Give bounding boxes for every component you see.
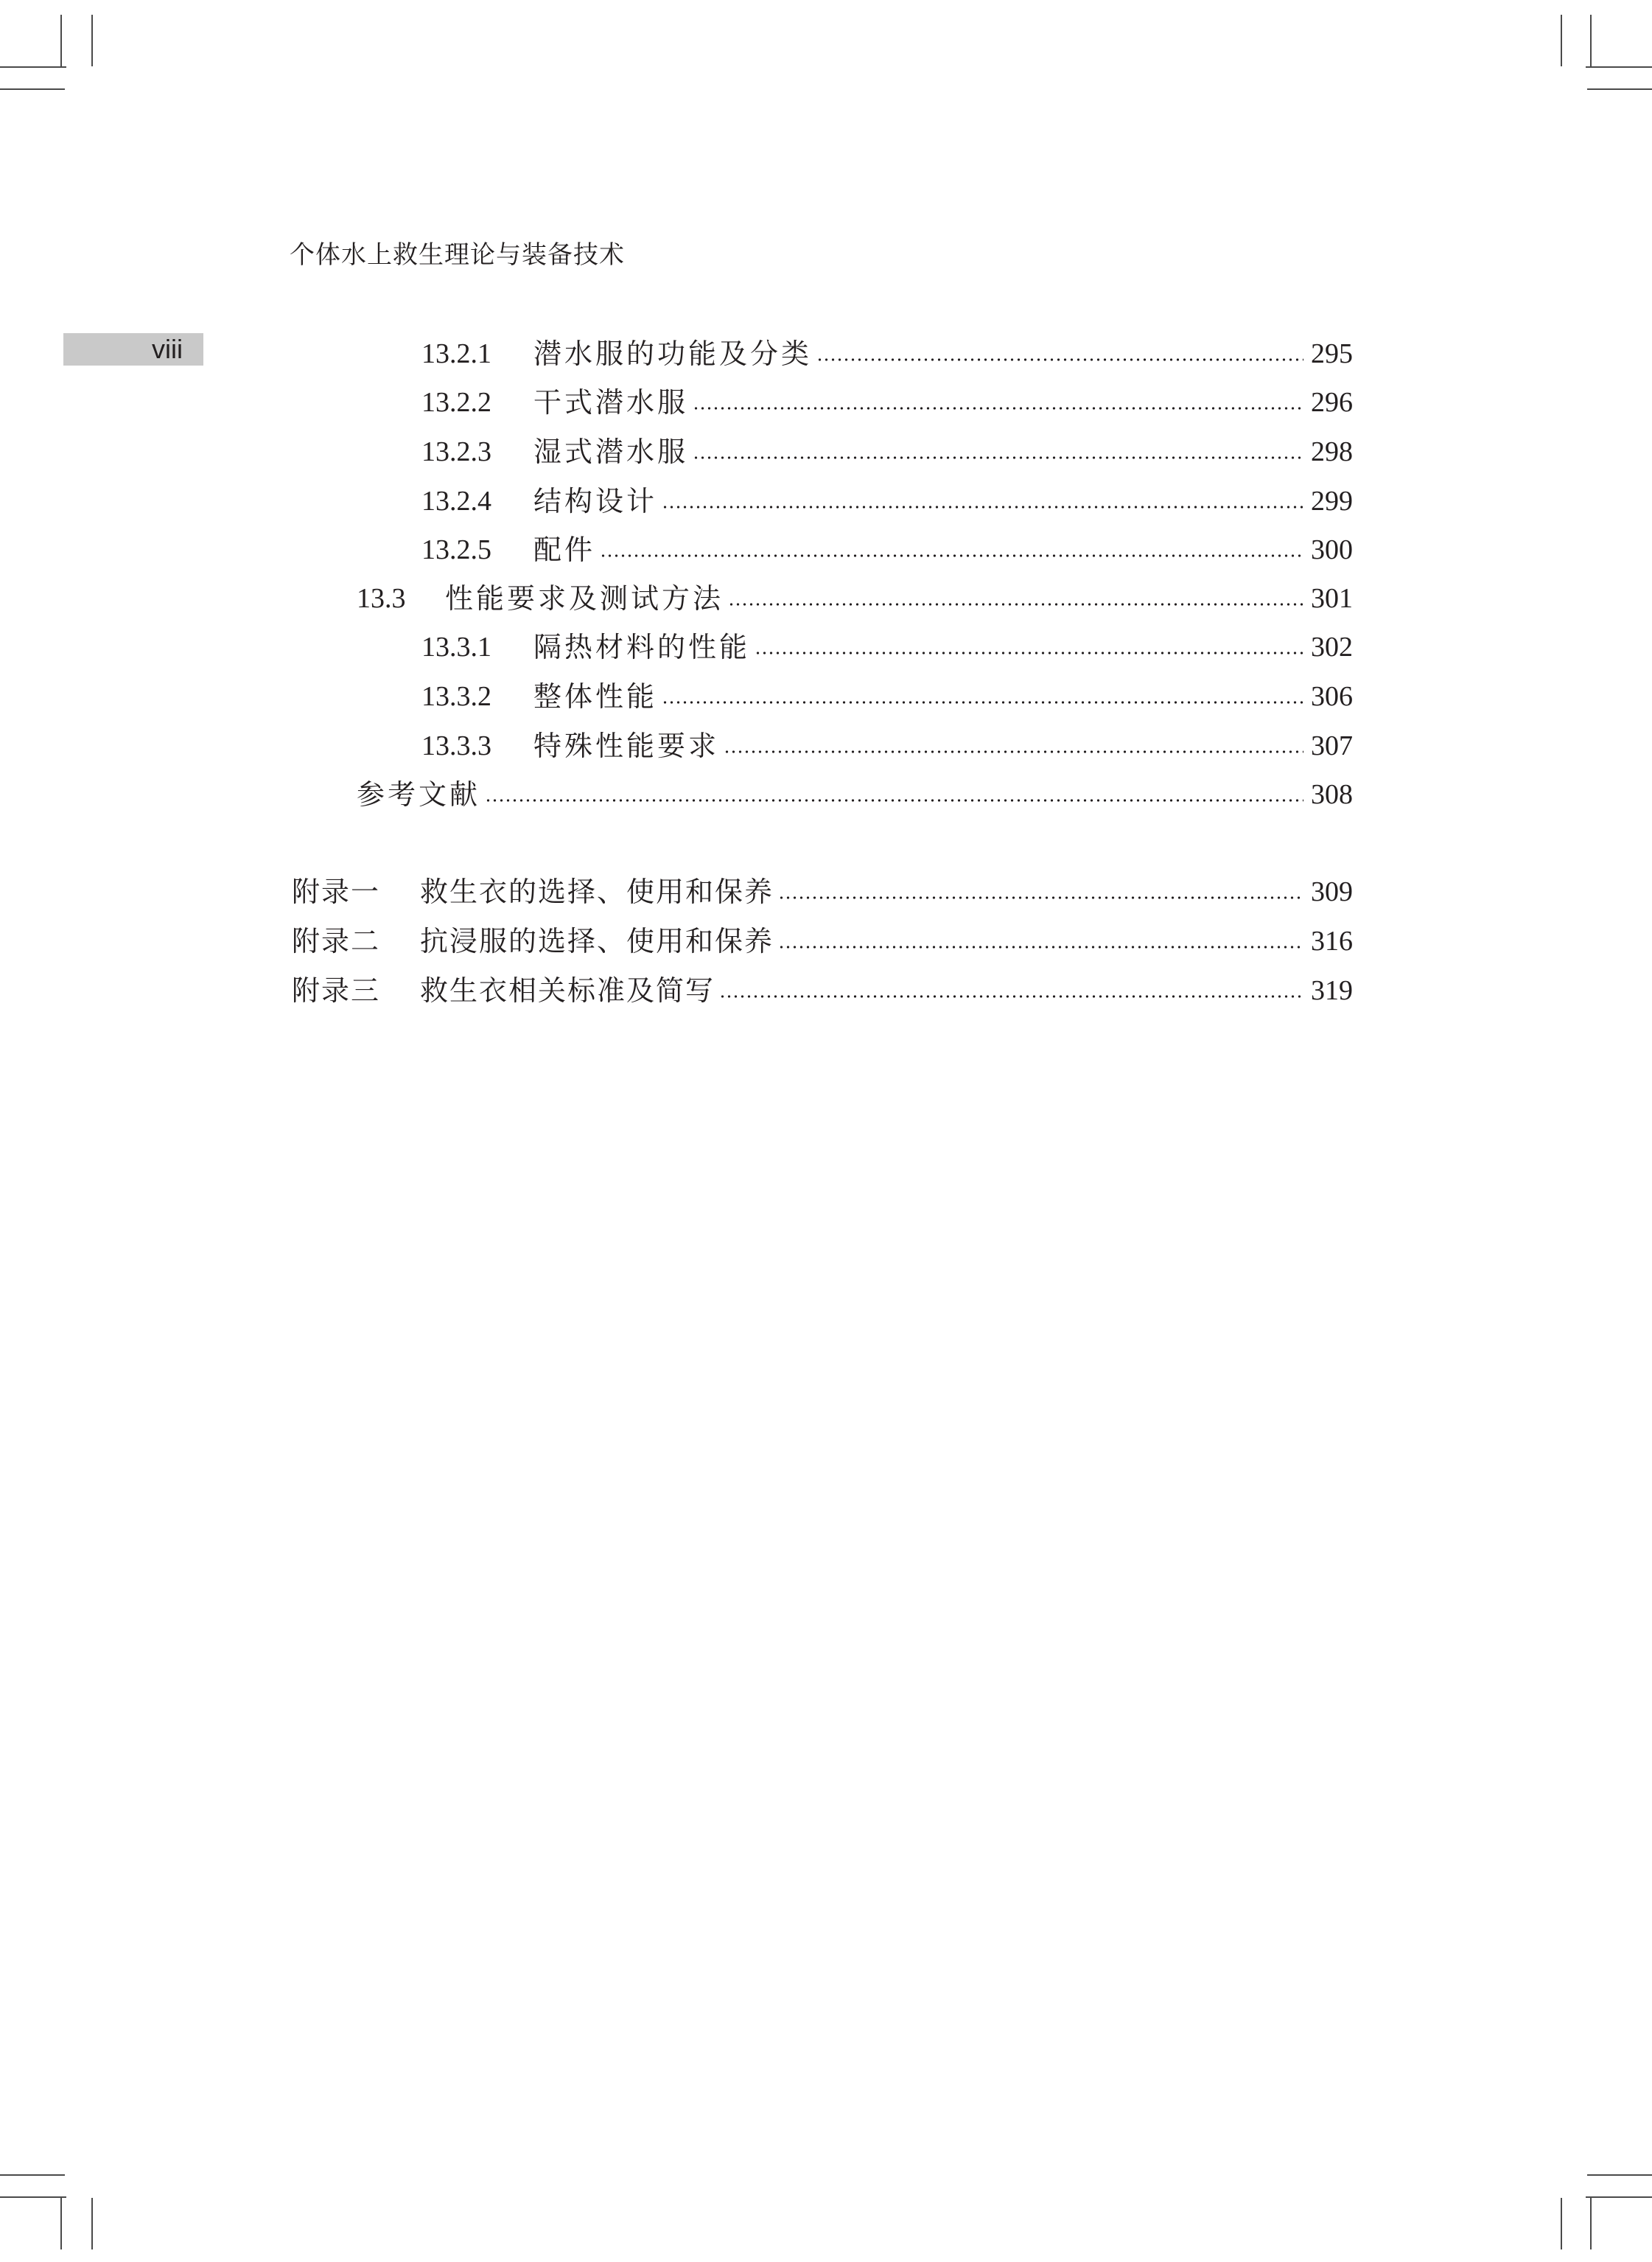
toc-entry-page: 300 xyxy=(1311,534,1353,565)
toc-entry-references[interactable] xyxy=(357,771,1353,812)
dot-leader xyxy=(662,699,1303,705)
toc-entry-number: 13.2.1 xyxy=(421,338,491,369)
toc-entry-page: 306 xyxy=(1311,681,1353,712)
toc-entry-number: 13.3.1 xyxy=(421,632,491,663)
toc-entry[interactable] xyxy=(421,330,1353,371)
dot-leader xyxy=(693,455,1303,461)
toc-entry-page: 319 xyxy=(1311,975,1353,1006)
toc-entry-number: 13.3 xyxy=(357,583,406,614)
dot-leader xyxy=(755,650,1303,656)
dot-leader xyxy=(778,895,1303,901)
toc-entry-title: 隔热材料的性能 xyxy=(533,631,751,663)
dot-leader xyxy=(693,405,1303,411)
toc-entry-title: 整体性能 xyxy=(533,680,658,713)
dot-leader xyxy=(662,504,1303,510)
toc-entry-title: 潜水服的功能及分类 xyxy=(533,338,813,370)
dot-leader xyxy=(600,553,1303,559)
dot-leader xyxy=(485,797,1303,803)
toc-entry-title: 湿式潜水服 xyxy=(533,436,689,468)
dot-leader xyxy=(719,994,1303,999)
toc-entry-page: 308 xyxy=(1311,779,1353,810)
dot-leader xyxy=(816,357,1303,363)
toc-entry-title: 干式潜水服 xyxy=(533,386,689,419)
toc-entry[interactable] xyxy=(357,575,1353,616)
toc-entry[interactable] xyxy=(421,722,1353,764)
toc-entry-page: 316 xyxy=(1311,926,1353,957)
toc-entry-number: 13.2.5 xyxy=(421,534,491,565)
toc-entry[interactable] xyxy=(421,624,1353,665)
toc-entry-page: 309 xyxy=(1311,876,1353,907)
toc-entry-page: 299 xyxy=(1311,486,1353,517)
toc-entry-title: 特殊性能要求 xyxy=(533,730,720,762)
toc-entry-number: 13.2.3 xyxy=(421,436,491,467)
toc-entry[interactable] xyxy=(421,478,1353,519)
toc-entry-number: 13.2.2 xyxy=(421,387,491,418)
appendix-label: 附录三 xyxy=(292,974,381,1007)
toc-appendix-entry[interactable] xyxy=(292,868,1353,910)
toc-entry-title: 配件 xyxy=(533,534,596,566)
toc-entry-number: 13.3.3 xyxy=(421,730,491,761)
appendix-label: 附录二 xyxy=(292,925,381,957)
appendix-title: 救生衣相关标准及简写 xyxy=(420,974,715,1007)
toc-entry-number: 13.3.2 xyxy=(421,681,491,712)
appendix-title: 救生衣的选择、使用和保养 xyxy=(420,876,774,908)
toc-appendix-entry[interactable] xyxy=(292,967,1353,1008)
toc-entry[interactable] xyxy=(421,379,1353,420)
appendix-label: 附录一 xyxy=(292,876,381,908)
toc-entry-number: 13.2.4 xyxy=(421,486,491,517)
toc-entry-title: 性能要求及测试方法 xyxy=(445,582,724,615)
toc-entry[interactable] xyxy=(421,673,1353,714)
dot-leader xyxy=(724,749,1303,755)
running-header: 个体水上救生理论与装备技术 xyxy=(290,240,625,270)
toc-entry-page: 296 xyxy=(1311,387,1353,418)
toc-entry-page: 301 xyxy=(1311,583,1353,614)
toc-entry[interactable] xyxy=(421,526,1353,568)
page-number: viii xyxy=(152,334,183,364)
toc-entry-page: 298 xyxy=(1311,436,1353,467)
toc-entry-title: 结构设计 xyxy=(533,485,658,517)
toc-entry[interactable] xyxy=(421,428,1353,469)
toc-entry-page: 295 xyxy=(1311,338,1353,369)
toc-entry-page: 307 xyxy=(1311,730,1353,761)
toc-entry-title: 参考文献 xyxy=(357,778,481,811)
dot-leader xyxy=(778,944,1303,950)
dot-leader xyxy=(728,601,1303,607)
appendix-title: 抗浸服的选择、使用和保养 xyxy=(420,925,774,957)
toc-appendix-entry[interactable] xyxy=(292,918,1353,959)
toc-entry-page: 302 xyxy=(1311,632,1353,663)
